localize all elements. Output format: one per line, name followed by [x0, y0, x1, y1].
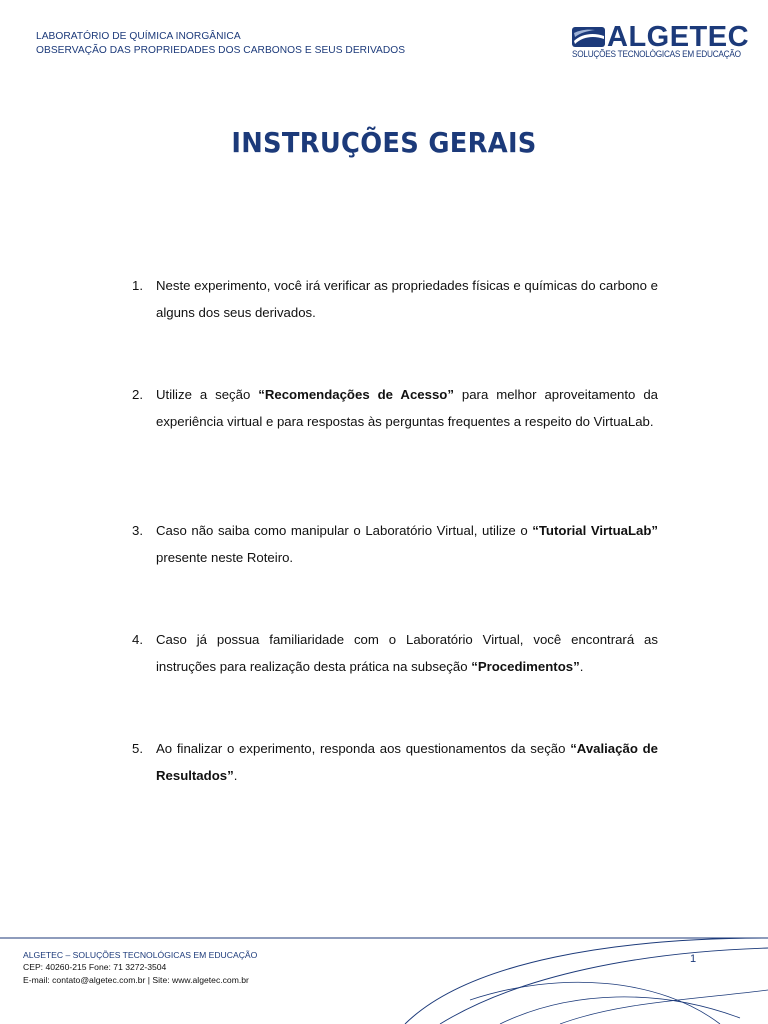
text-run: Caso não saiba como manipular o Laboratório Virtual, utilize o — [156, 523, 533, 538]
logo-wordmark: ALGETEC — [607, 21, 750, 53]
text-run-bold: “Avaliação de Resultados” — [156, 741, 658, 783]
text-run: Utilize a seção — [156, 387, 259, 402]
list-item-2 — [132, 381, 658, 435]
text-run: . — [579, 659, 584, 674]
algetec-logo-mark-icon — [571, 26, 607, 48]
text-run: . — [233, 768, 238, 783]
text-run: Ao finalizar o experimento, responda aos questionamentos da seção — [156, 741, 571, 756]
list-item-text — [156, 272, 658, 326]
footer-address: CEP: 40260-215 Fone: 71 3272-3504 — [23, 962, 167, 973]
list-item-number: 3. — [132, 523, 143, 538]
text-run: Caso já possua familiaridade com o Laboratório Virtual, você encontrará as instruções para realização desta prática na subseção — [156, 632, 658, 674]
list-item-number: 4. — [132, 632, 143, 647]
list-item-1 — [132, 272, 658, 326]
document-footer — [23, 949, 257, 986]
text-run-bold: “Procedimentos” — [471, 659, 580, 674]
list-item-number: 2. — [132, 387, 143, 402]
list-item-text — [156, 626, 658, 680]
text-run: presente neste Roteiro. — [156, 550, 294, 565]
list-item-number: 5. — [132, 741, 143, 756]
page-number: 1 — [690, 953, 697, 965]
list-item-4 — [132, 626, 658, 680]
list-item-text — [156, 517, 658, 571]
header-lab-name: LABORATÓRIO DE QUÍMICA INORGÂNICA — [36, 31, 241, 42]
list-item-3 — [132, 517, 658, 571]
text-run-bold: “Recomendações de Acesso” — [258, 387, 454, 402]
algetec-logo — [571, 21, 750, 64]
list-item-number: 1. — [132, 278, 143, 293]
text-run: Neste experimento, você irá verificar as propriedades físicas e químicas do carbono e alguns dos seus derivados. — [156, 278, 658, 320]
text-run-bold: “Tutorial VirtuaLab” — [532, 523, 658, 538]
list-item-text — [156, 735, 658, 789]
footer-contact: E-mail: contato@algetec.com.br | Site: www.algetec.com.br — [23, 974, 249, 985]
page-title: INSTRUÇÕES GERAIS — [231, 126, 537, 159]
list-item-text — [156, 381, 658, 435]
footer-company: ALGETEC – SOLUÇÕES TECNOLÓGICAS EM EDUCAÇÃO — [23, 950, 258, 960]
text-run: para melhor aproveitamento da experiência virtual e para respostas às perguntas frequentes a respeito do VirtuaLab. — [156, 387, 658, 429]
logo-tagline: SOLUÇÕES TECNOLÓGICAS EM EDUCAÇÃO — [572, 49, 741, 60]
list-item-5 — [132, 735, 658, 789]
header-experiment-name: OBSERVAÇÃO DAS PROPRIEDADES DOS CARBONOS E SEUS DERIVADOS — [36, 45, 406, 56]
document-header — [36, 30, 405, 58]
